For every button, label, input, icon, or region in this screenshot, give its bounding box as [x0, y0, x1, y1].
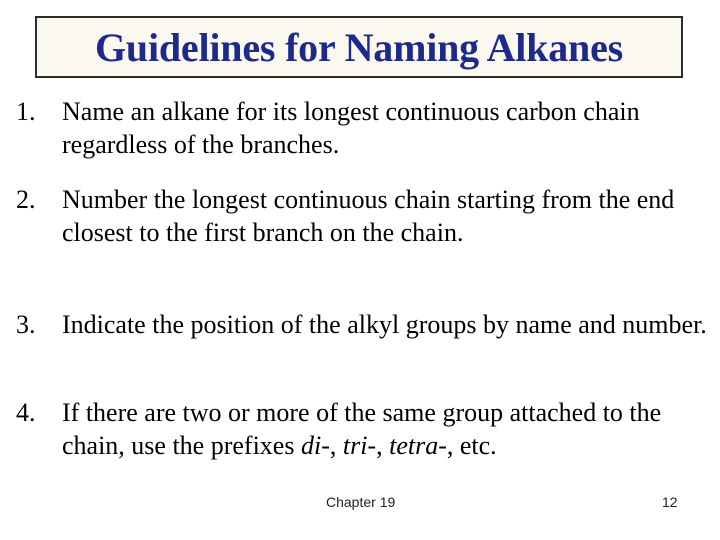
rule-number: 1. [16, 97, 36, 126]
rule-number: 3. [16, 310, 36, 339]
rule-number: 4. [16, 398, 36, 427]
rule-text [10, 396, 710, 462]
slide-title: Guidelines for Naming Alkanes [95, 24, 623, 70]
rule-text: Number the longest continuous chain starting from the end closest to the first branch on the chain. [62, 185, 675, 247]
rule-item [10, 95, 710, 161]
prefix-di: di- [300, 431, 330, 460]
rule-item [10, 396, 710, 462]
rule-text-before: If there are two or more of the same group attached to the chain, use the prefixes [62, 398, 662, 460]
rule-text: Name an alkane for its longest continuous carbon chain regardless of the branches. [62, 97, 640, 159]
prefix-tetra: tetra- [389, 431, 447, 460]
rule-item [10, 183, 710, 249]
separator: , [376, 431, 390, 460]
rule-text-after: , etc. [446, 431, 497, 460]
separator: , [329, 431, 343, 460]
rule-number: 2. [16, 185, 36, 214]
footer-page-number: 12 [662, 494, 678, 510]
rule-item [10, 308, 710, 341]
prefix-tri: tri- [342, 431, 377, 460]
title-box [35, 16, 683, 78]
rule-text: Indicate the position of the alkyl groups by name and number. [62, 310, 707, 339]
footer-chapter: Chapter 19 [326, 494, 396, 510]
